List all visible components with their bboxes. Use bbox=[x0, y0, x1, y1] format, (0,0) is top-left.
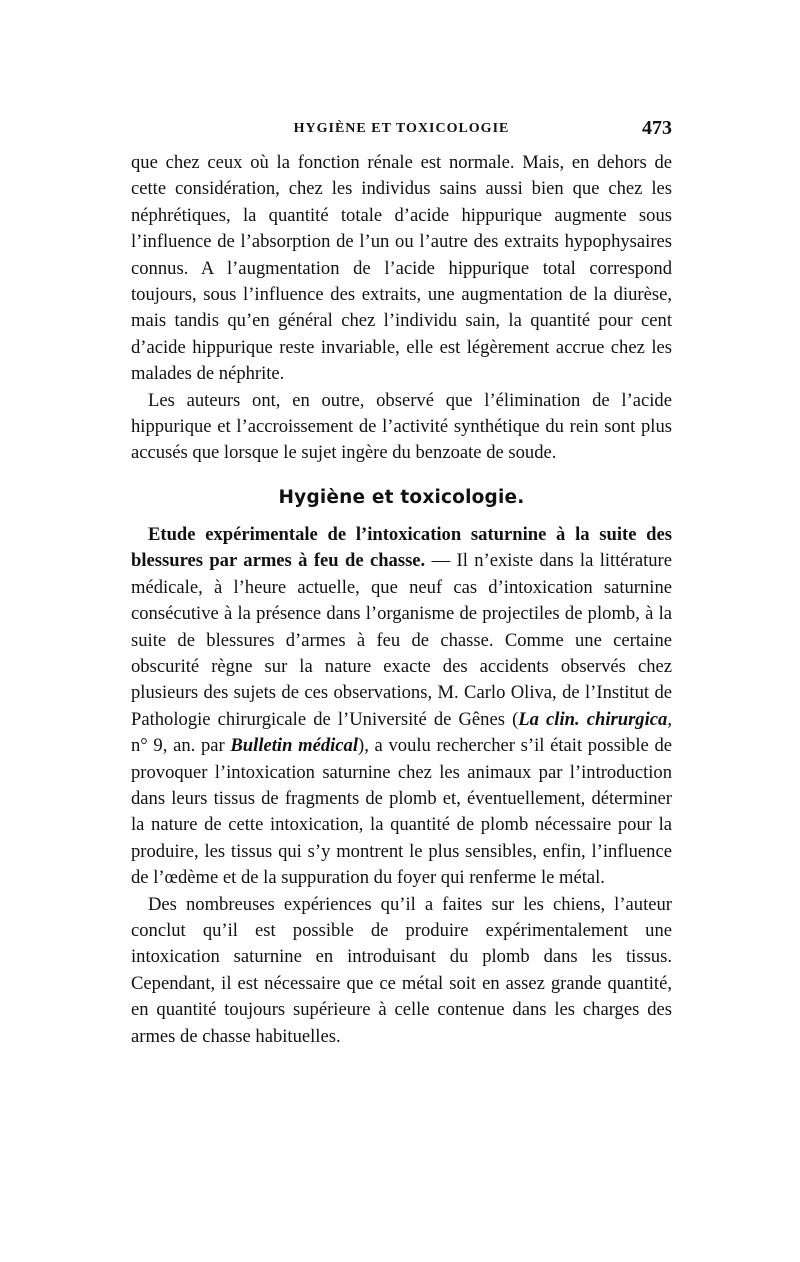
page-number: 473 bbox=[642, 117, 672, 139]
continued-paragraph: que chez ceux où la fonction rénale est normale. Mais, en dehors de cette considération, chez les individus sains aussi bien que chez les néphrétiques, la quantité totale d’acide hippurique augmente sous l’influence de l’absorption de l’un ou l’autre des extraits hypophysaires connus. A l’augmentation de l’acide hippurique total correspond toujours, sous l’influence des extraits, une augmentation de la diurèse, mais tandis qu’en général chez l’individu sain, la quantité pour cent d’acide hippurique reste invariable, elle est légèrement accrue chez les malades de néphrite. bbox=[131, 152, 672, 385]
running-title: HYGIÈNE ET TOXICOLOGIE bbox=[293, 121, 510, 136]
page bbox=[131, 118, 672, 1050]
article-body-part3: ), a voulu rechercher s’il était possible de provoquer l’intoxication saturnine chez les animaux par l’introduction dans leurs tissus de fragments de plomb et, éventuellement, déterminer la nature de cette intoxication, la quantité de plomb nécessaire pour la produire, les tissus qui s’y montrent le plus sensibles, enfin, l’influence de l’œdème et de la suppuration du foyer qui renferme le métal. bbox=[131, 735, 672, 889]
article-paragraph bbox=[131, 522, 672, 892]
final-paragraph: Des nombreuses expériences qu’il a faites sur les chiens, l’auteur conclut qu’il est possible de produire expérimentalement une intoxication saturnine en introduisant du plomb dans les tissus. Cependant, il est nécessaire que ce métal soit en assez grande quantité, en quantité toujours supérieure à celle contenue dans les charges des armes de chasse habituelles. bbox=[131, 893, 672, 1047]
bulletin-reference: Bulletin médical bbox=[230, 735, 358, 757]
article-body-part1: — Il n’existe dans la littérature médicale, à l’heure actuelle, que neuf cas d’intoxication saturnine consécutive à la présence dans l’organisme de projectiles de plomb, à la suite de blessures d’armes à feu de chasse. Comme une certaine obscurité règne sur la nature exacte des accidents observés chez plusieurs des sujets de ces observations, M. Carlo Oliva, de l’Institut de Pathologie chirurgicale de l’Université de Gênes ( bbox=[131, 550, 672, 730]
article-body-part2: , n° 9, an. par bbox=[131, 708, 672, 757]
journal-reference: La clin. chirurgica bbox=[518, 708, 668, 730]
running-header bbox=[131, 118, 672, 142]
section-title: Hygiène et toxicologie. bbox=[278, 486, 525, 508]
second-paragraph: Les auteurs ont, en outre, observé que l’élimination de l’acide hippurique et l’accroissement de l’activité synthétique du rein sont plus accusés que lorsque le sujet ingère du benzoate de soude. bbox=[131, 389, 672, 464]
article-title: Etude expérimentale de l’intoxication saturnine à la suite des blessures par armes à feu de chasse. bbox=[131, 523, 672, 572]
